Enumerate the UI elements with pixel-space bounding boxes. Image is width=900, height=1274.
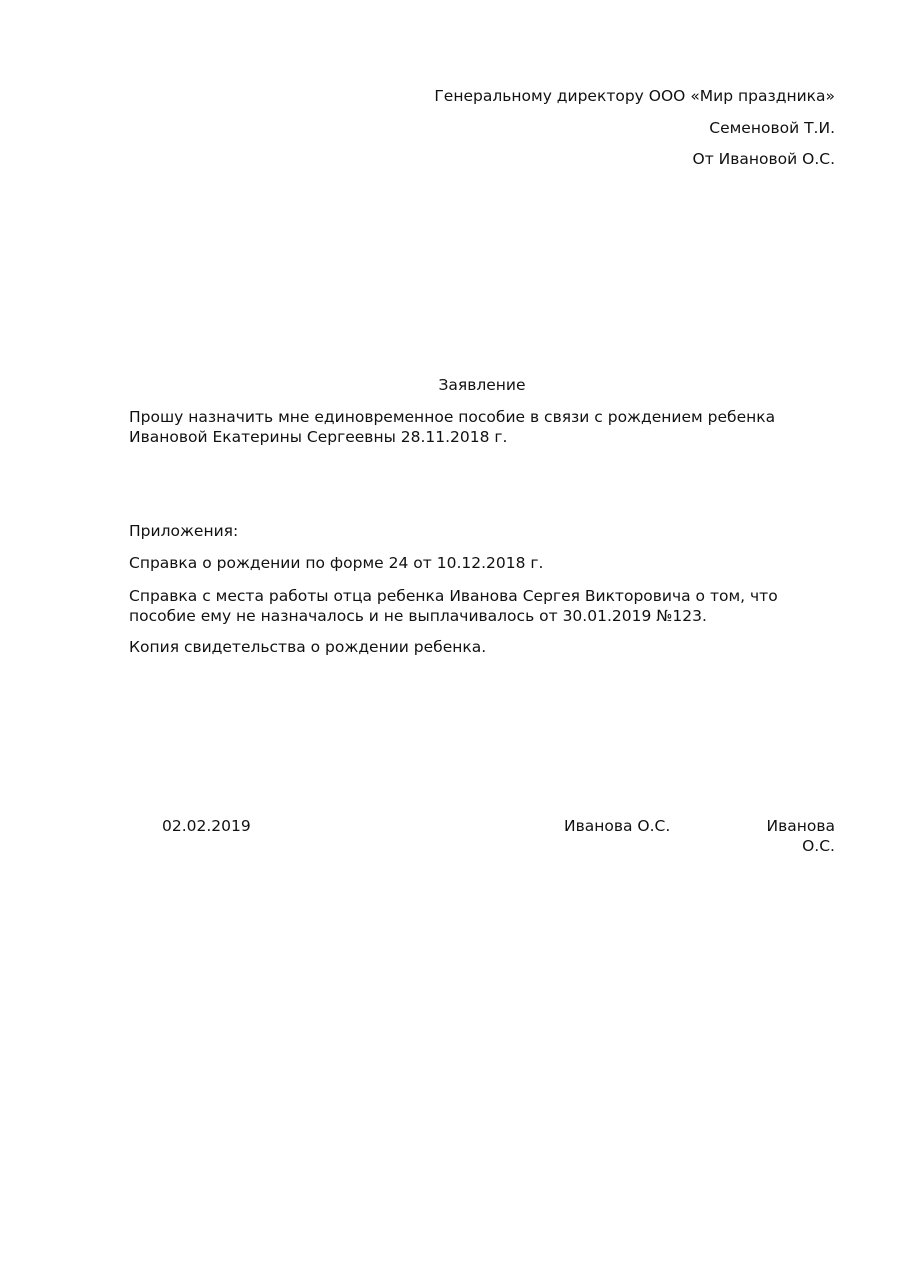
addressee-line-1: Генеральному директору ООО «Мир праздника» <box>434 87 835 105</box>
request-text: Прошу назначить мне единовременное пособие в связи с рождением ребенка Ивановой Екатерины Сергеевны 28.11.2018 г. <box>129 408 776 446</box>
attachment-item-3: Копия свидетельства о рождении ребенка. <box>129 638 487 656</box>
attachments-heading: Приложения: <box>129 522 239 540</box>
addressee-line-2: Семеновой Т.И. <box>709 119 835 137</box>
attachment-item-1: Справка о рождении по форме 24 от 10.12.2018 г. <box>129 554 544 572</box>
application-date: 02.02.2019 <box>162 817 251 835</box>
signature-line-2: О.С. <box>802 837 835 855</box>
from-line: От Ивановой О.С. <box>692 150 835 168</box>
signature-line-1: Иванова <box>766 817 835 835</box>
attachment-item-2: Справка с места работы отца ребенка Иванова Сергея Викторовича о том, что пособие ему не назначалось и не выплачивалось от 30.01.2019 №123. <box>129 587 778 625</box>
document-title: Заявление <box>438 376 526 394</box>
applicant-name: Иванова О.С. <box>564 817 671 835</box>
